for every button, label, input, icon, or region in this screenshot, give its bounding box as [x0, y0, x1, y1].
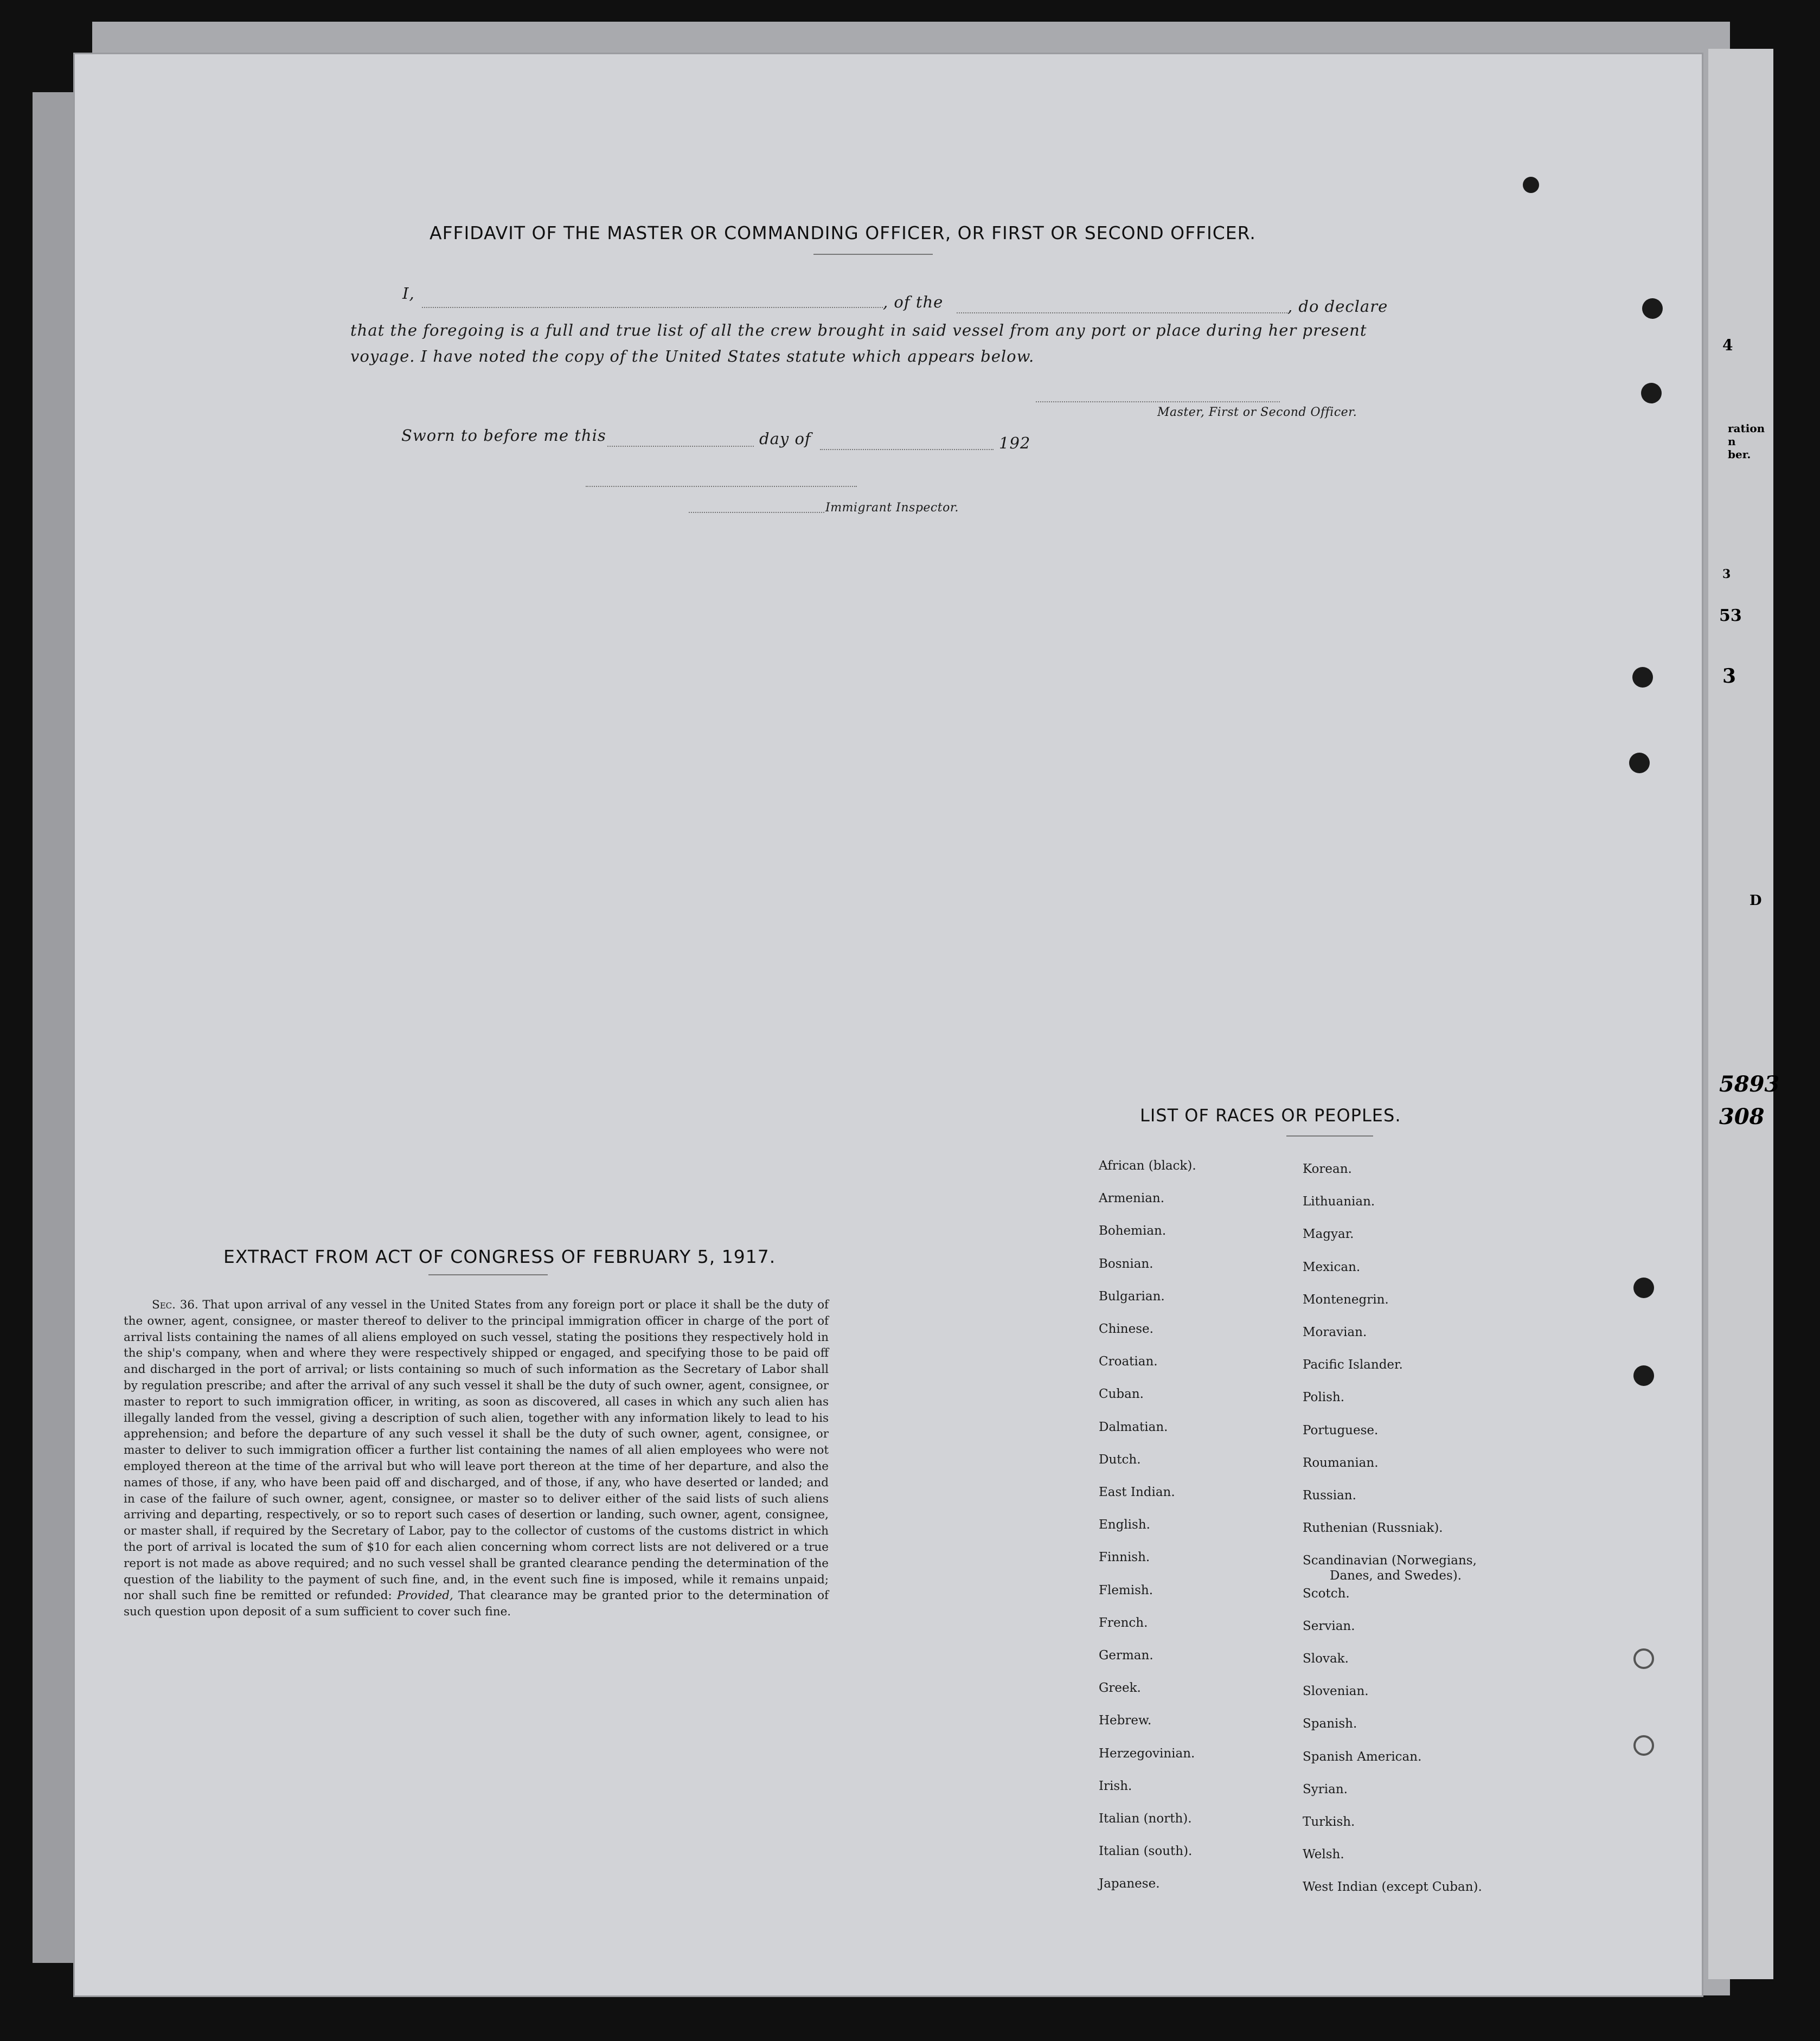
race-item: Flemish. [1099, 1583, 1153, 1597]
punch-hole [1633, 1365, 1654, 1386]
race-item: Montenegrin. [1303, 1292, 1389, 1307]
race-item: Bohemian. [1099, 1224, 1167, 1238]
race-item: Roumanian. [1303, 1455, 1379, 1470]
race-item: English. [1099, 1518, 1150, 1532]
race-item: Slovenian. [1303, 1684, 1369, 1699]
race-item: West Indian (except Cuban). [1303, 1880, 1482, 1895]
punch-hole-ring [1633, 1648, 1654, 1669]
title-rule [813, 254, 933, 255]
extract-body-part-a: That upon arrival of any vessel in the United States from any foreign port or place it shall be the duty of the owner, agent, consignee, or master thereof to deliver to the principal immigration officer in charge of the port of arrival lists containing the names of all aliens employed on such vessel, stating the positions they respectively hold in the ship's company, when and where they were respectively shipped or engaged, and specifying those to be paid off and discharged in the port of arrival; or lists containing so much of such information as the Secretary of Labor shall by regulation prescribe; and after the arrival of any such vessel it shall be the duty of such owner, agent, consignee, or master to report to such immigration officer, in writing, as soon as discovered, all cases in which any such alien has illegally landed from the vessel, giving a description of such alien, together with any information likely to lead to his apprehension; and before the departure of any such vessel it shall be the duty of such owner, agent, consignee, or master to deliver to such immigration officer a further list containing the names of all alien employees who were not employed thereon at the time of the arrival but who will leave port thereon at the time of her departure, and also the names of those, if any, who have been paid off and discharged, and of those, if any, who have deserted or landed; and in case of the failure of such owner, agent, consignee, or master so to deliver either of the said lists of such aliens arriving and departing, respectively, or so to report such cases of desertion or landing, such owner, agent, consignee, or master shall, if required by the Secretary of Labor, pay to the collector of customs of the customs district in which the port of arrival is located the sum of $10 for each alien concerning whom correct lists are not delivered or a true report is not made as above required; and no such vessel shall be granted clearance pending the determination of the question of the liability to the payment of such fine, and, in the event such fine is imposed, while it remains unpaid; nor shall such fine be remitted or refunded: [124, 1298, 829, 1603]
race-item: French. [1099, 1615, 1148, 1630]
race-item: Turkish. [1303, 1815, 1355, 1829]
inspector-signature-blank-upper [586, 486, 857, 487]
race-item-continuation: Danes, and Swedes). [1330, 1569, 1462, 1583]
affidavit-i: I, [402, 284, 415, 303]
race-item: East Indian. [1099, 1485, 1175, 1499]
race-item: Russian. [1303, 1488, 1356, 1503]
race-item: Korean. [1303, 1162, 1352, 1176]
right-underlying-sheet-edge [1708, 49, 1773, 1979]
edge-mark: 3 [1722, 665, 1736, 688]
race-item: Chinese. [1099, 1322, 1153, 1336]
race-item: Magyar. [1303, 1227, 1354, 1242]
race-item: Portuguese. [1303, 1423, 1379, 1437]
race-item: Slovak. [1303, 1652, 1349, 1666]
punch-hole-ring [1633, 1735, 1654, 1756]
extract-title: EXTRACT FROM ACT OF CONGRESS OF FEBRUARY 5, 1917. [223, 1246, 776, 1267]
ink-blot [1523, 177, 1539, 193]
race-item: Herzegovinian. [1099, 1746, 1195, 1761]
affidavit-do-declare: , do declare [1287, 297, 1388, 316]
month-blank [820, 449, 994, 450]
race-item: Moravian. [1303, 1325, 1367, 1339]
section-label: Sec. 36. [152, 1298, 198, 1312]
edge-mark: ration [1728, 422, 1765, 435]
punch-hole [1642, 298, 1663, 319]
race-item: Armenian. [1099, 1191, 1165, 1206]
edge-mark: D [1749, 893, 1762, 909]
inspector-signature-blank [689, 512, 824, 513]
race-item: Dutch. [1099, 1452, 1141, 1467]
left-underlying-sheet-edge [33, 92, 81, 1963]
races-title-rule [1286, 1135, 1373, 1137]
race-item: Greek. [1099, 1681, 1141, 1696]
edge-mark: 4 [1722, 336, 1733, 354]
race-item: German. [1099, 1648, 1153, 1663]
edge-mark: ber. [1728, 448, 1751, 461]
day-of-text: day of [759, 429, 811, 448]
year-text: 192 [999, 434, 1031, 452]
edge-mark: 308 [1719, 1104, 1765, 1129]
affidavit-title: AFFIDAVIT OF THE MASTER OR COMMANDING OFFICER, OR FIRST OR SECOND OFFICER. [430, 222, 1256, 243]
race-item: African (black). [1099, 1159, 1196, 1173]
punch-hole [1629, 753, 1650, 773]
race-item: Italian (north). [1099, 1812, 1192, 1826]
affidavit-of-the: , of the [883, 293, 944, 311]
punch-hole [1633, 1278, 1654, 1298]
master-signature-blank [1036, 401, 1280, 402]
race-item: Bosnian. [1099, 1256, 1153, 1271]
race-item: Dalmatian. [1099, 1420, 1168, 1434]
race-item: Cuban. [1099, 1387, 1144, 1402]
race-item: Japanese. [1099, 1877, 1160, 1891]
race-item: Ruthenian (Russniak). [1303, 1521, 1443, 1536]
race-item: Pacific Islander. [1303, 1358, 1403, 1372]
race-item: Mexican. [1303, 1260, 1361, 1274]
edge-mark: 5893 [1719, 1071, 1780, 1097]
name-blank [422, 307, 883, 308]
extract-provided: Provided, [397, 1589, 453, 1603]
affidavit-line-2: that the foregoing is a full and true list of all the crew brought in said vessel from any port or place during her present [350, 321, 1367, 339]
race-item: Scandinavian (Norwegians, [1303, 1554, 1477, 1568]
race-item: Italian (south). [1099, 1844, 1193, 1859]
edge-mark: 3 [1722, 567, 1731, 581]
race-item: Bulgarian. [1099, 1289, 1165, 1304]
punch-hole [1632, 667, 1653, 688]
sworn-text: Sworn to before me this [401, 426, 606, 445]
race-item: Syrian. [1303, 1782, 1348, 1796]
race-item: Hebrew. [1099, 1713, 1152, 1728]
race-item: Spanish American. [1303, 1749, 1422, 1764]
extract-title-rule [428, 1274, 548, 1275]
race-item: Irish. [1099, 1779, 1132, 1793]
master-caption: Master, First or Second Officer. [1157, 406, 1357, 419]
extract-body-part-b: That clearance may be granted prior to the determination of such question upon deposit of a sum sufficient to cover such fine. [124, 1589, 829, 1619]
race-item: Finnish. [1099, 1550, 1150, 1565]
race-item: Scotch. [1303, 1586, 1350, 1601]
vessel-blank [957, 312, 1287, 313]
extract-body [124, 1297, 829, 1620]
race-item: Servian. [1303, 1619, 1355, 1633]
race-item: Spanish. [1303, 1717, 1357, 1731]
edge-mark: 53 [1719, 606, 1742, 625]
inspector-caption: Immigrant Inspector. [825, 501, 959, 515]
race-item: Croatian. [1099, 1355, 1158, 1369]
race-item: Welsh. [1303, 1847, 1344, 1862]
edge-mark: n [1728, 435, 1736, 448]
punch-hole [1641, 383, 1662, 403]
race-item: Lithuanian. [1303, 1195, 1375, 1209]
affidavit-line-3: voyage. I have noted the copy of the United States statute which appears below. [350, 347, 1035, 365]
day-blank [607, 446, 754, 447]
races-title: LIST OF RACES OR PEOPLES. [1140, 1105, 1401, 1126]
race-item: Polish. [1303, 1390, 1345, 1405]
document-page [75, 54, 1702, 1995]
